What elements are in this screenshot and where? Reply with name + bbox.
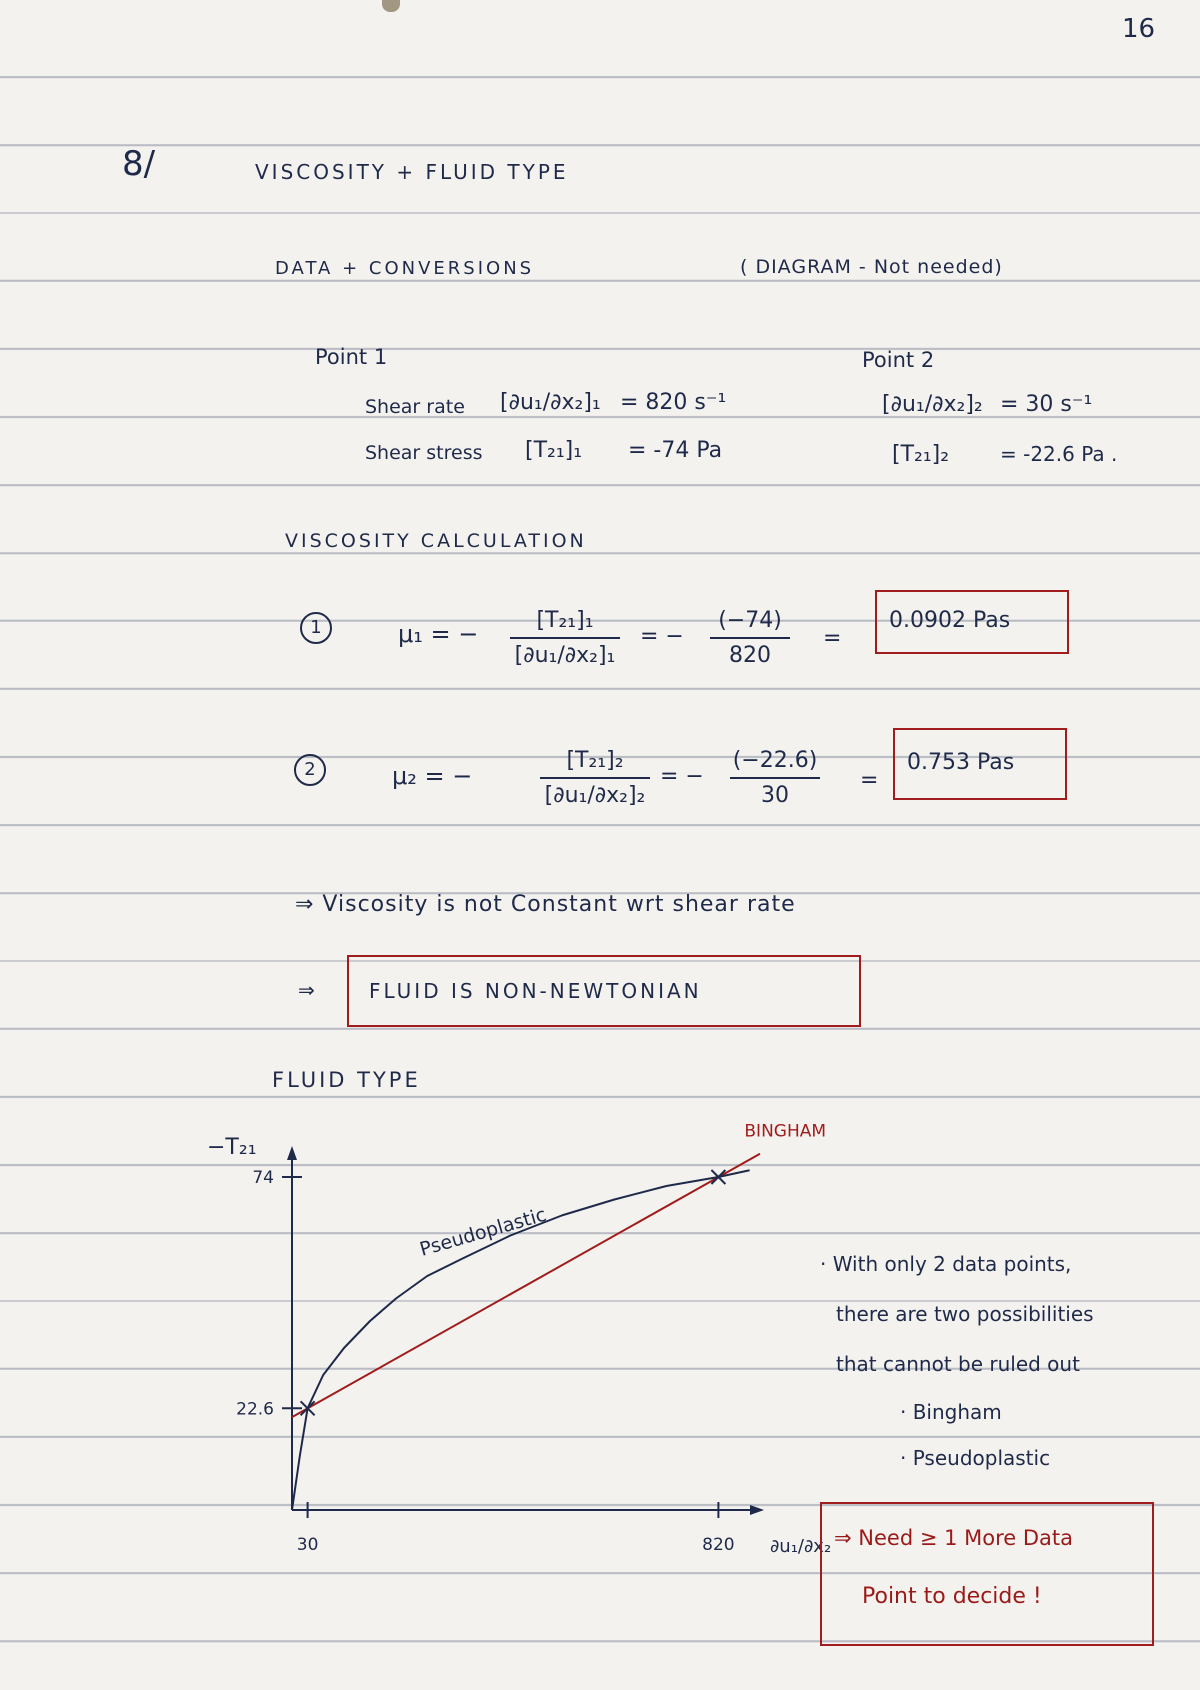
y-tick-label: 74: [252, 1168, 274, 1188]
x-tick-label: 820: [702, 1535, 735, 1555]
x-tick-label: 30: [296, 1535, 319, 1555]
point1-shear-stress-expr: [T₂₁]₁: [525, 438, 583, 463]
eq1-numerator: [T₂₁]₁: [536, 608, 594, 633]
point2-shear-rate-value: = 30 s⁻¹: [1000, 392, 1093, 417]
eq2-denominator: [∂u₁/∂x₂]₂: [544, 783, 646, 808]
eq1-numerator2: (−74): [718, 608, 782, 633]
eq2-equals: = −: [660, 764, 704, 789]
eq2-lhs: μ₂ = −: [392, 762, 473, 790]
eq1-index: 1: [300, 612, 332, 644]
shear-stress-label: Shear stress: [365, 442, 483, 464]
decision-line-1: ⇒ Need ≥ 1 More Data: [834, 1526, 1074, 1550]
problem-number: 8/: [122, 144, 156, 184]
eq2-numerator: [T₂₁]₂: [566, 748, 624, 773]
point1-shear-rate-value: = 820 s⁻¹: [620, 390, 727, 415]
series-label-pseudoplastic: Pseudoplastic: [417, 1203, 549, 1261]
note-option-bingham: · Bingham: [900, 1400, 1002, 1424]
eq1-denominator: [∂u₁/∂x₂]₁: [514, 643, 616, 668]
series-label-bingham: BINGHAM: [744, 1121, 827, 1142]
note-line-2: there are two possibilities: [836, 1302, 1094, 1326]
chart-labels: [207, 1122, 831, 1558]
viscosity-heading: VISCOSITY CALCULATION: [285, 530, 587, 552]
eq1-denominator2: 820: [729, 643, 771, 668]
note-line-1: · With only 2 data points,: [820, 1252, 1072, 1276]
x-axis-arrow: [750, 1505, 764, 1515]
shear-rate-label: Shear rate: [365, 396, 465, 418]
point1-shear-rate-expr: [∂u₁/∂x₂]₁: [500, 390, 601, 415]
note-option-pseudoplastic: · Pseudoplastic: [900, 1446, 1051, 1470]
eq2-equals2: =: [860, 768, 879, 793]
y-axis-arrow: [287, 1146, 297, 1160]
eq2-index: 2: [294, 754, 326, 786]
eq2-numerator2: (−22.6): [732, 748, 818, 773]
chart-axes: [282, 1146, 764, 1518]
eq1-lhs: μ₁ = −: [398, 620, 479, 648]
x-axis-label: ∂u₁/∂x₂: [770, 1536, 832, 1557]
conclusion-viscosity: ⇒ Viscosity is not Constant wrt shear rate: [295, 892, 796, 917]
y-tick-label: 22.6: [236, 1399, 274, 1420]
point2-label: Point 2: [862, 348, 935, 372]
chart-series: [292, 1154, 760, 1510]
eq1-equals2: =: [823, 626, 842, 651]
point2-shear-rate-expr: [∂u₁/∂x₂]₂: [882, 392, 983, 417]
point1-shear-stress-value: = -74 Pa: [628, 438, 723, 463]
fluid-type-heading: FLUID TYPE: [272, 1068, 421, 1092]
eq1-result: 0.0902 Pas: [889, 608, 1011, 633]
decision-box: [820, 1502, 1154, 1646]
page-number: 16: [1122, 14, 1156, 44]
point1-label: Point 1: [315, 345, 388, 369]
eq2-denominator2: 30: [761, 783, 789, 808]
conclusion-arrow: ⇒: [298, 978, 315, 1002]
note-line-3: that cannot be ruled out: [836, 1352, 1080, 1376]
conclusion-non-newtonian: FLUID IS NON-NEWTONIAN: [369, 979, 702, 1003]
eq2-result: 0.753 Pas: [907, 750, 1015, 775]
series-line-bingham: [292, 1154, 760, 1417]
y-axis-label: −T₂₁: [207, 1135, 257, 1160]
point2-shear-stress-expr: [T₂₁]₂: [892, 442, 950, 467]
decision-line-2: Point to decide !: [862, 1584, 1042, 1609]
eq1-equals: = −: [640, 624, 684, 649]
problem-title: VISCOSITY + FLUID TYPE: [255, 160, 569, 184]
point2-shear-stress-value: = -22.6 Pa .: [1000, 442, 1118, 466]
diagram-note: ( DIAGRAM - Not needed): [740, 256, 1003, 278]
data-heading: DATA + CONVERSIONS: [275, 258, 535, 279]
